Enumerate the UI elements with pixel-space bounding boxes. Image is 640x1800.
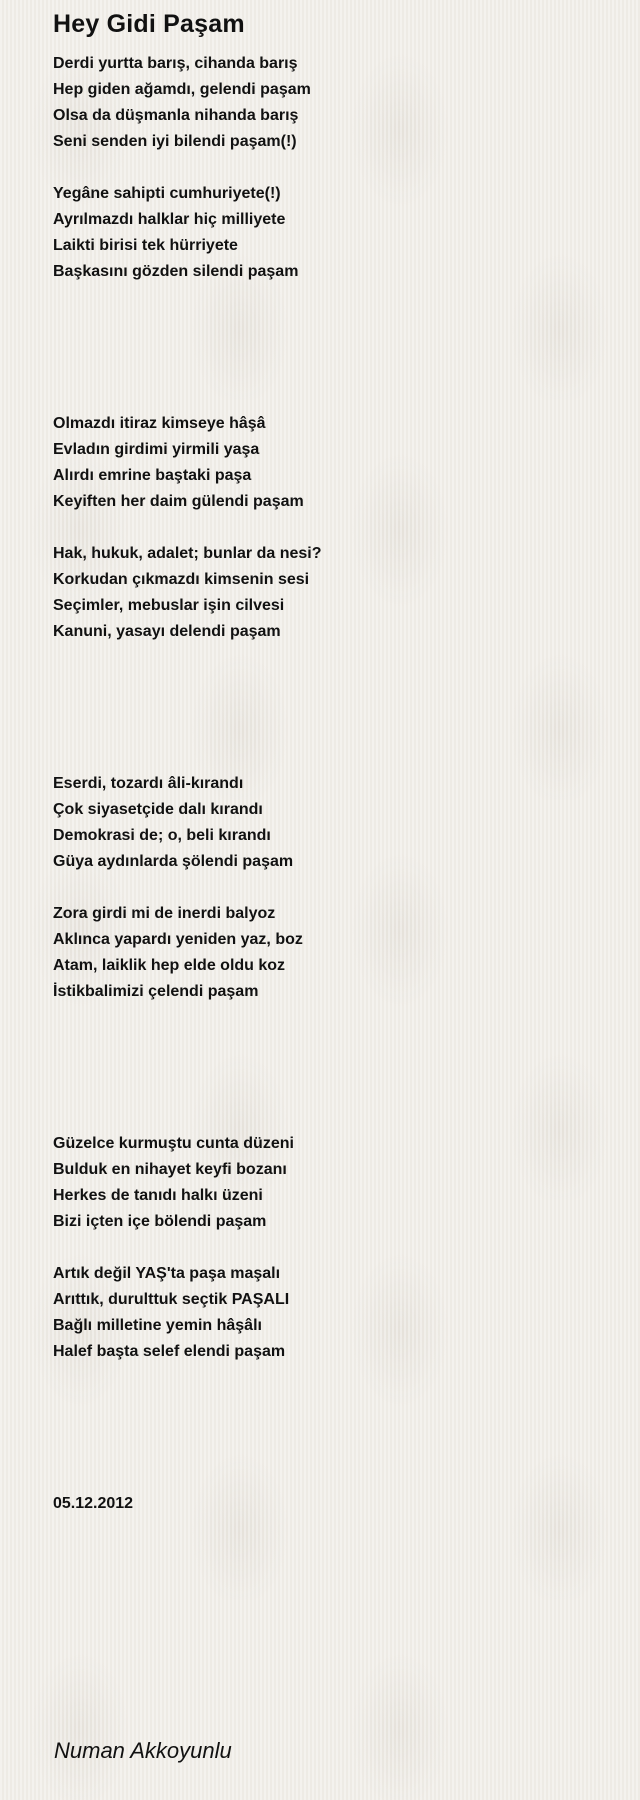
stanza-1: [53, 51, 311, 155]
poem-line: Eserdi, tozardı âli-kırandı: [53, 775, 244, 792]
stanza-3: [53, 411, 304, 515]
poem-line: Hak, hukuk, adalet; bunlar da nesi?: [53, 545, 322, 562]
poem-line: Korkudan çıkmazdı kimsenin sesi: [53, 571, 310, 588]
poem-line: Bizi içten içe bölendi paşam: [53, 1213, 267, 1230]
stanza-4: [53, 541, 322, 645]
poem-line: Laikti birisi tek hürriyete: [53, 237, 238, 254]
poem-line: Olmazdı itiraz kimseye hâşâ: [53, 415, 266, 432]
poem-line: Demokrasi de; o, beli kırandı: [53, 827, 271, 844]
poem-line: Halef başta selef elendi paşam: [53, 1343, 286, 1360]
poem-line: Atam, laiklik hep elde oldu koz: [53, 957, 286, 974]
poem-line: Olsa da düşmanla nihanda barış: [53, 107, 299, 124]
poem-line: Arıttık, durulttuk seçtik PAŞALI: [53, 1291, 290, 1308]
stanza-5: [53, 771, 293, 875]
stanza-6: [53, 901, 303, 1005]
poem-line: Evladın girdimi yirmili yaşa: [53, 441, 260, 458]
poem-date: 05.12.2012: [53, 1495, 134, 1512]
poem-line: Bulduk en nihayet keyfi bozanı: [53, 1161, 287, 1178]
poem-line: Aklınca yapardı yeniden yaz, boz: [53, 931, 303, 948]
poem-line: Kanuni, yasayı delendi paşam: [53, 623, 281, 640]
stanza-8: [53, 1261, 289, 1365]
poem-line: İstikbalimizi çelendi paşam: [53, 983, 259, 1000]
poem-line: Başkasını gözden silendi paşam: [53, 263, 299, 280]
poem-line: Çok siyasetçide dalı kırandı: [53, 801, 263, 818]
poem-line: Derdi yurtta barış, cihanda barış: [53, 55, 298, 72]
poem-line: Yegâne sahipti cumhuriyete(!): [53, 185, 281, 202]
poem-line: Alırdı emrine baştaki paşa: [53, 467, 252, 484]
poem-line: Seçimler, mebuslar işin cilvesi: [53, 597, 285, 614]
poem-line: Hep giden ağamdı, gelendi paşam: [53, 81, 311, 98]
poem-author: Numan Akkoyunlu: [54, 1738, 232, 1763]
poem-title: Hey Gidi Paşam: [53, 10, 245, 38]
poem-line: Zora girdi mi de inerdi balyoz: [53, 905, 276, 922]
poem-line: Bağlı milletine yemin hâşâlı: [53, 1317, 262, 1334]
poem-line: Herkes de tanıdı halkı üzeni: [53, 1187, 263, 1204]
poem-line: Seni senden iyi bilendi paşam(!): [53, 133, 297, 150]
poem-line: Güya aydınlarda şölendi paşam: [53, 853, 294, 870]
poem-line: Güzelce kurmuştu cunta düzeni: [53, 1135, 294, 1152]
stanza-7: [53, 1131, 294, 1235]
stanza-2: [53, 181, 298, 285]
poem-line: Artık değil YAŞ'ta paşa maşalı: [53, 1265, 281, 1282]
poem-line: Ayrılmazdı halklar hiç milliyete: [53, 211, 286, 228]
poem-line: Keyiften her daim gülendi paşam: [53, 493, 304, 510]
